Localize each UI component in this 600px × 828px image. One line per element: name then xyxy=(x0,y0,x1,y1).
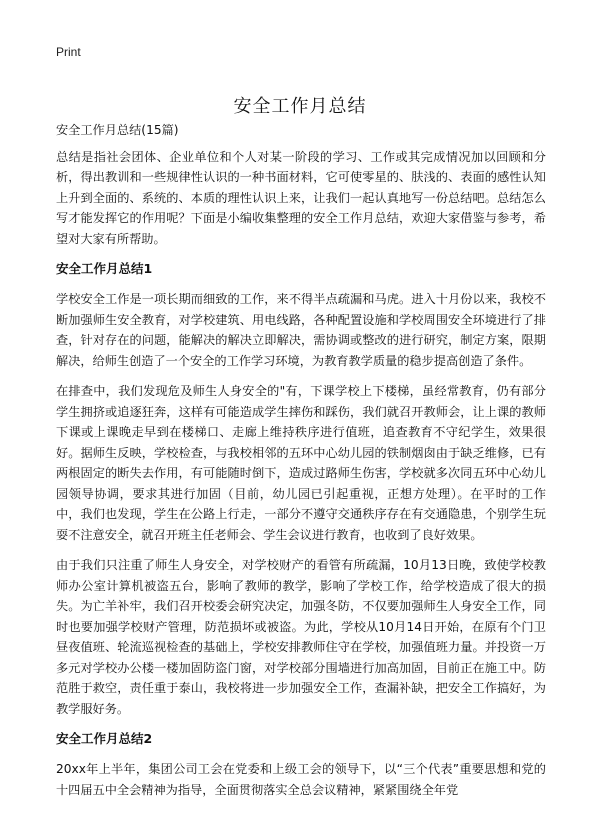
section2-paragraph-1: 20xx年上半年，集团公司工会在党委和上级工会的领导下，以“三个代表”重要思想和党的十四届五中全会精神为指导，全面贯彻落实全总会议精神，紧紧围绕全年党 xyxy=(56,762,546,797)
section1-paragraph-3: 由于我们只注重了师生人身安全，对学校财产的看管有所疏漏，10月13日晚，致使学校教师办公室计算机被盗五台，影响了教师的教学，影响了学校工作，给学校造成了很大的损失。为亡羊补牢，我们召开校委会研究决定，加强冬防，不仅要加强师生人身安全工作，同时也要加强学校财产管理，防范损坏或被盗。为此，学校从10月14日开始，在原有个门卫昼夜值班、轮流巡视检查的基础上，学校安排教师住守在学校，加强值班力量。并投资一万多元对学校办公楼一楼加固防盗门窗，对学校部分围墙进行加高加固，目前正在施工中。防范胜于救空，责任重于泰山，我校将进一步加强安全工作，查漏补缺，把安全工作搞好，为教学服好务。 xyxy=(56,558,546,716)
print-label: Print xyxy=(56,45,81,59)
section-heading-2: 安全工作月总结2 xyxy=(56,731,153,746)
section1-paragraph-2: 在排查中，我们发现危及师生人身安全的"有，下课学校上下楼梯，虽经常教育，仍有部分学生拥挤或追逐狂奔，这样有可能造成学生摔伤和踩伤，我们就召开教师会，让上课的教师下课或上课晚走早到在楼梯口、走廊上维持秩序进行值班，追查教育不守纪学生，效果很好。据师生反映，学校检查，与我校相邻的五环中心幼儿园的铁制烟囱由于缺乏维修，已有两根固定的断失去作用，有可能随时倒下，造成过路师生伤害，学校就多次同五环中心幼儿园领导协调，要求其进行加固（目前，幼儿园已引起重视，正想方处理）。在平时的工作中，我们也发现，学生在公路上行走，一部分不遵守交通秩序存在有交通隐患，个别学生玩耍不注意安全，就召开班主任老师会、学生会议进行教育，也收到了良好效果。 xyxy=(56,384,546,542)
section1-paragraph-1: 学校安全工作是一项长期而细致的工作，来不得半点疏漏和马虎。进入十月份以来，我校不断加强师生安全教育，对学校建筑、用电线路，各种配置设施和学校周围安全环境进行了排查，针对存在的问题，能解决的解决立即解决，需协调或整改的进行研究，制定方案，限期解决，给师生创造了一个安全的工作学习环境，为教育教学质量的稳步提高创造了条件。 xyxy=(56,292,546,368)
document-body xyxy=(56,120,546,800)
document-subtitle: 安全工作月总结(15篇) xyxy=(56,123,179,137)
document-title: 安全工作月总结 xyxy=(233,96,367,118)
section-heading-1: 安全工作月总结1 xyxy=(56,261,153,276)
intro-paragraph: 总结是指社会团体、企业单位和个人对某一阶段的学习、工作或其完成情况加以回顾和分析，得出教训和一些规律性认识的一种书面材料，它可使零星的、肤浅的、表面的感性认知上升到全面的、系统的、本质的理性认识上来，让我们一起认真地写一份总结吧。总结怎么写才能发挥它的作用呢？下面是小编收集整理的安全工作月总结，欢迎大家借鉴与参考，希望对大家有所帮助。 xyxy=(56,149,546,246)
